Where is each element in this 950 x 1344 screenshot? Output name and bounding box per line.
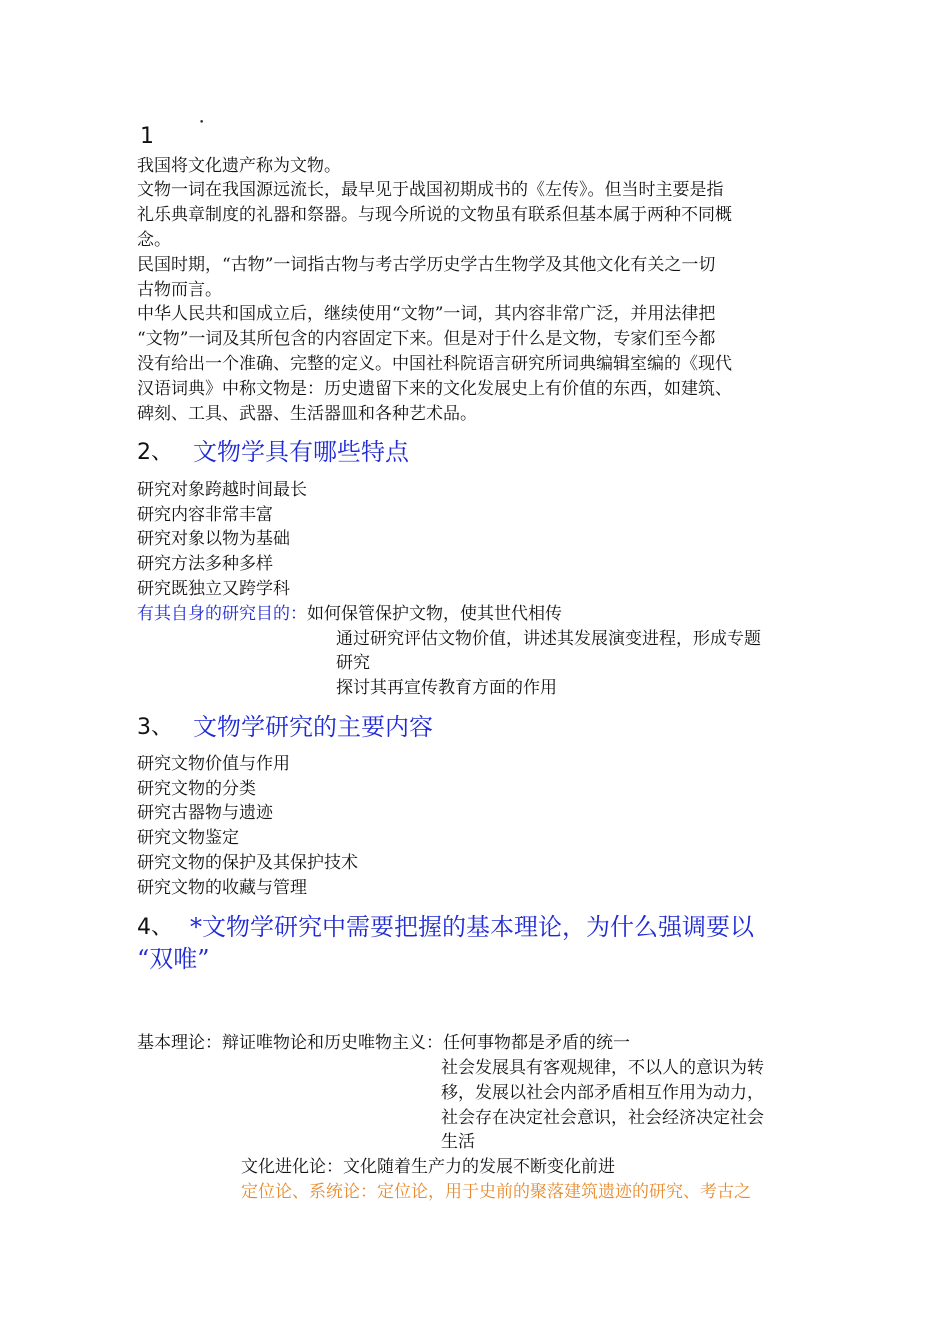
- purpose-label: 有其自身的研究目的：: [137, 604, 307, 624]
- section2-number: 2、: [137, 440, 173, 465]
- section4-number: 4、: [137, 915, 173, 940]
- section4-heading-line1: *文物学研究中需要把握的基本理论，为什么强调要以: [190, 913, 754, 941]
- section1-line: 念。: [137, 230, 171, 250]
- section3-item: 研究文物的收藏与管理: [137, 878, 307, 898]
- section1-line: 我国将文化遗产称为文物。: [137, 156, 341, 176]
- section2-item: 研究对象以物为基础: [137, 529, 290, 549]
- cultural-evolution-line: 文化进化论：文化随着生产力的发展不断变化前进: [241, 1157, 615, 1177]
- section3-item: 研究文物的保护及其保护技术: [137, 853, 358, 873]
- section1-line: 汉语词典》中称文物是：历史遗留下来的文化发展史上有价值的东西，如建筑、: [137, 379, 732, 399]
- section3-item: 研究文物鉴定: [137, 828, 239, 848]
- section2-item: 研究内容非常丰富: [137, 505, 273, 525]
- positioning-theory-line: 定位论、系统论：定位论，用于史前的聚落建筑遗迹的研究、考古之: [241, 1182, 751, 1202]
- section1-number: 1: [140, 124, 154, 149]
- section1-line: 中华人民共和国成立后，继续使用“文物”一词，其内容非常广泛，并用法律把: [137, 304, 716, 324]
- basic-theory-detail: 社会存在决定社会意识，社会经济决定社会: [441, 1108, 764, 1128]
- section3-item: 研究古器物与遗迹: [137, 803, 273, 823]
- basic-theory-detail: 移，发展以社会内部矛盾相互作用为动力，: [441, 1083, 764, 1103]
- section2-purpose-line: 通过研究评估文物价值，讲述其发展演变进程，形成专题: [336, 629, 761, 649]
- section1-line: 民国时期，“古物”一词指古物与考古学历史学古生物学及其他文化有关之一切: [137, 255, 716, 275]
- section2-heading: 文物学具有哪些特点: [193, 438, 409, 466]
- section1-line: 古物而言。: [137, 280, 222, 300]
- section1-line: 文物一词在我国源远流长，最早见于战国初期成书的《左传》。但当时主要是指: [137, 180, 724, 200]
- bullet-dot: •: [199, 118, 205, 128]
- section2-item: 研究对象跨越时间最长: [137, 480, 307, 500]
- section3-item: 研究文物价值与作用: [137, 754, 290, 774]
- section2-item: 研究既独立又跨学科: [137, 579, 290, 599]
- section3-item: 研究文物的分类: [137, 779, 256, 799]
- basic-theory-detail: 社会发展具有客观规律，不以人的意识为转: [441, 1058, 764, 1078]
- section2-purpose-line: 探讨其再宣传教育方面的作用: [336, 678, 557, 698]
- section4-heading-line2: “双唯”: [137, 945, 210, 973]
- basic-theory-line: 基本理论：辩证唯物论和历史唯物主义：任何事物都是矛盾的统一: [137, 1033, 630, 1053]
- section1-line: 礼乐典章制度的礼器和祭器。与现今所说的文物虽有联系但基本属于两种不同概: [137, 205, 732, 225]
- section1-line: 没有给出一个准确、完整的定义。中国社科院语言研究所词典编辑室编的《现代: [137, 354, 732, 374]
- section2-item: 研究方法多种多样: [137, 554, 273, 574]
- section1-line: “文物”一词及其所包含的内容固定下来。但是对于什么是文物，专家们至今都: [137, 329, 716, 349]
- basic-theory-detail: 生活: [441, 1132, 475, 1152]
- purpose-first: 如何保管保护文物，使其世代相传: [307, 604, 562, 624]
- section3-number: 3、: [137, 715, 173, 740]
- section1-line: 碑刻、工具、武器、生活器皿和各种艺术品。: [137, 404, 477, 424]
- section2-purpose-row: [137, 602, 562, 626]
- section2-purpose-line: 研究: [336, 653, 370, 673]
- section3-heading: 文物学研究的主要内容: [193, 713, 433, 741]
